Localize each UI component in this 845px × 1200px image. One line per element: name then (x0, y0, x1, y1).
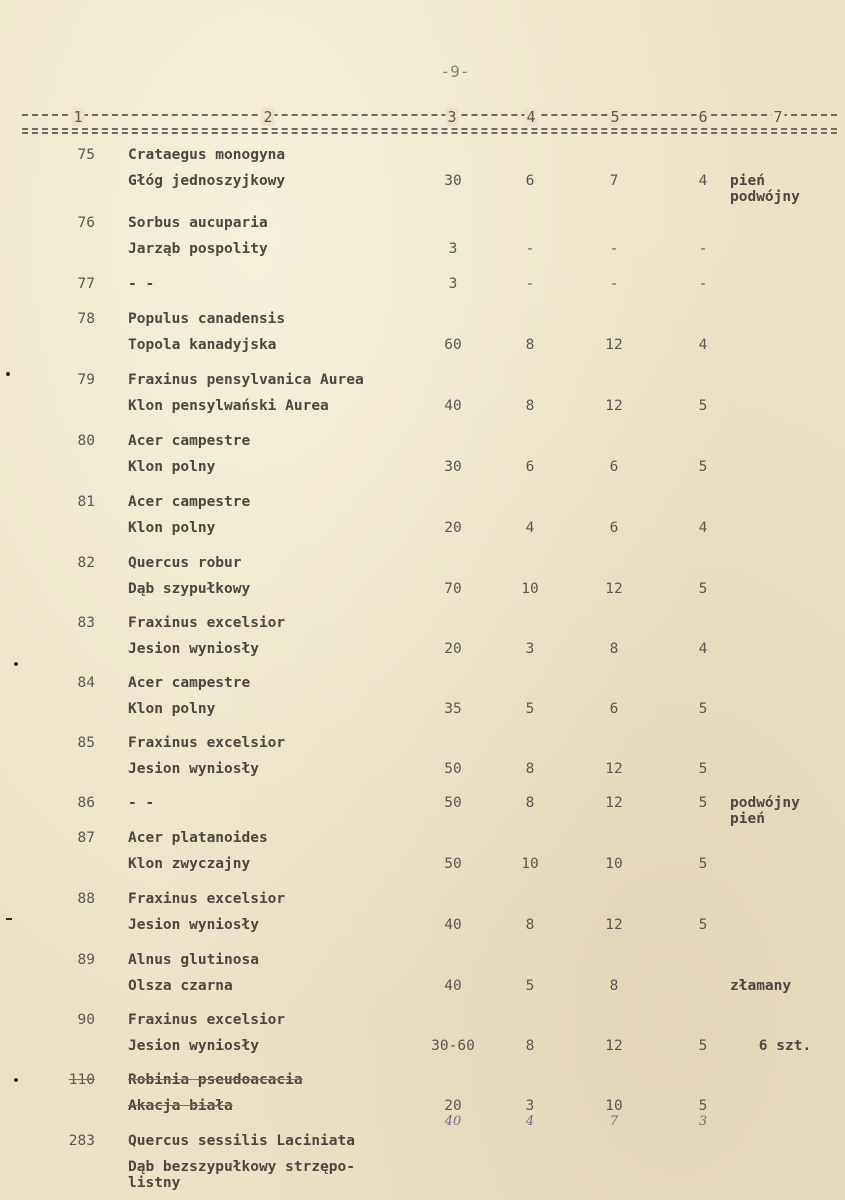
col6-value: 5 (698, 1098, 708, 1114)
col5-value: 7 (609, 173, 619, 189)
col5-value: 12 (605, 398, 623, 414)
col6-value: 4 (698, 641, 708, 657)
col3-value: 40 (444, 398, 462, 414)
polish-name: Jesion wyniosły (128, 1038, 259, 1054)
col6-value: 5 (698, 795, 708, 811)
column-header-7: 7 (773, 108, 783, 126)
row-number: 84 (77, 675, 95, 691)
polish-name: Klon pensylwański Aurea (128, 398, 329, 414)
latin-name: Crataegus monogyna (128, 147, 286, 163)
col4-value: 8 (525, 1038, 535, 1054)
col3-value: 50 (444, 856, 462, 872)
col4-value: 5 (525, 701, 535, 717)
row-number: 82 (77, 555, 95, 571)
table-row (0, 675, 845, 731)
latin-name: Fraxinus pensylvanica Aurea (128, 372, 364, 388)
column-header-4: 4 (526, 108, 536, 126)
latin-name: Acer campestre (128, 675, 251, 691)
table-row (0, 372, 845, 428)
table-row (0, 555, 845, 611)
col6-value: 4 (698, 173, 708, 189)
row-number: 75 (77, 147, 95, 163)
latin-name: Sorbus aucuparia (128, 215, 268, 231)
table-row (0, 952, 845, 1008)
row-number: 76 (77, 215, 95, 231)
col3-value: 60 (444, 337, 462, 353)
remark: złamany (730, 978, 792, 994)
col4-value: 8 (525, 917, 535, 933)
table-row (0, 311, 845, 367)
table-row (0, 215, 845, 271)
col5-value: 6 (609, 520, 619, 536)
table-row (0, 433, 845, 489)
col5-value: 6 (609, 701, 619, 717)
row-number: 110 (68, 1072, 95, 1088)
col6-value: 5 (698, 761, 708, 777)
table-row (0, 615, 845, 671)
col4-value: 3 (525, 1098, 535, 1114)
ink-mark (6, 918, 12, 920)
remark: 6 szt. (758, 1038, 812, 1054)
table-row (0, 1012, 845, 1068)
ink-mark (6, 372, 10, 376)
column-header-3: 3 (447, 108, 457, 126)
col6-value: 4 (698, 520, 708, 536)
polish-name: Jesion wyniosły (128, 761, 259, 777)
col3-value: 3 (448, 241, 458, 257)
remark: podwójny pień (730, 795, 800, 827)
ink-mark (14, 662, 18, 666)
latin-name: Acer platanoides (128, 830, 268, 846)
latin-name: - - (128, 276, 155, 292)
row-number: 80 (77, 433, 95, 449)
col4-value: 3 (525, 641, 535, 657)
table-row (0, 830, 845, 886)
polish-name: Klon polny (128, 459, 216, 475)
latin-name: Quercus sessilis Laciniata (128, 1133, 355, 1149)
header-rule-double-1 (22, 128, 837, 130)
row-number: 87 (77, 830, 95, 846)
col6-value: 5 (698, 856, 708, 872)
polish-name: Dąb szypułkowy (128, 581, 251, 597)
col3-value: 3 (448, 276, 458, 292)
col4-value: 8 (525, 337, 535, 353)
col4-value: 6 (525, 459, 535, 475)
col5-value: 10 (605, 1098, 623, 1114)
polish-name: Dąb bezszypułkowy strzępo- (128, 1159, 355, 1175)
row-number: 83 (77, 615, 95, 631)
col4-value: - (525, 241, 535, 257)
table-row (0, 1072, 845, 1132)
col5-value: 10 (605, 856, 623, 872)
handwritten-col5: 7 (609, 1114, 619, 1129)
col6-value: 5 (698, 581, 708, 597)
row-number: 88 (77, 891, 95, 907)
row-number: 283 (68, 1133, 95, 1149)
col5-value: 12 (605, 1038, 623, 1054)
table-row (0, 735, 845, 791)
row-number: 81 (77, 494, 95, 510)
col4-value: 6 (525, 173, 535, 189)
col3-value: 40 (444, 917, 462, 933)
col4-value: 10 (521, 581, 539, 597)
latin-name: Fraxinus excelsior (128, 735, 286, 751)
column-header-6: 6 (698, 108, 708, 126)
polish-name: Olsza czarna (128, 978, 233, 994)
row-number: 90 (77, 1012, 95, 1028)
col3-value: 30-60 (431, 1038, 475, 1054)
polish-name: Klon polny (128, 520, 216, 536)
col4-value: 8 (525, 761, 535, 777)
col6-value: - (698, 241, 708, 257)
col5-value: 8 (609, 978, 619, 994)
col4-value: 5 (525, 978, 535, 994)
handwritten-col4: 4 (525, 1114, 535, 1129)
col3-value: 50 (444, 761, 462, 777)
col5-value: 12 (605, 581, 623, 597)
col5-value: - (609, 276, 619, 292)
col6-value: 5 (698, 459, 708, 475)
col5-value: 12 (605, 761, 623, 777)
row-number: 77 (77, 276, 95, 292)
col6-value: 5 (698, 701, 708, 717)
header-rule-top (22, 114, 837, 116)
remark: pień podwójny (730, 173, 800, 205)
col4-value: 8 (525, 398, 535, 414)
col3-value: 20 (444, 641, 462, 657)
col5-value: 12 (605, 917, 623, 933)
col3-value: 20 (444, 1098, 462, 1114)
polish-name: Akacja biała (128, 1098, 233, 1114)
row-number: 85 (77, 735, 95, 751)
col4-value: 8 (525, 795, 535, 811)
col6-value: 5 (698, 1038, 708, 1054)
latin-name: Quercus robur (128, 555, 242, 571)
col5-value: 12 (605, 337, 623, 353)
header-rule-double-2 (22, 132, 837, 134)
latin-name: Fraxinus excelsior (128, 1012, 286, 1028)
col6-value: - (698, 276, 708, 292)
polish-name: Klon zwyczajny (128, 856, 251, 872)
latin-name: Populus canadensis (128, 311, 286, 327)
polish-name: Jesion wyniosły (128, 641, 259, 657)
col3-value: 20 (444, 520, 462, 536)
col6-value: 5 (698, 917, 708, 933)
col3-value: 30 (444, 459, 462, 475)
col5-value: 12 (605, 795, 623, 811)
latin-name: Alnus glutinosa (128, 952, 259, 968)
col5-value: 8 (609, 641, 619, 657)
latin-name: Fraxinus excelsior (128, 891, 286, 907)
ink-mark (14, 1078, 18, 1082)
latin-name: Robinia pseudoacacia (128, 1072, 303, 1088)
col5-value: 6 (609, 459, 619, 475)
row-number: 78 (77, 311, 95, 327)
col3-value: 35 (444, 701, 462, 717)
col3-value: 30 (444, 173, 462, 189)
table-row (0, 891, 845, 947)
latin-name: Acer campestre (128, 433, 251, 449)
col4-value: - (525, 276, 535, 292)
row-number: 86 (77, 795, 95, 811)
col6-value: 5 (698, 398, 708, 414)
col3-value: 50 (444, 795, 462, 811)
page-number: -9- (440, 62, 470, 81)
table-row (0, 1133, 845, 1197)
column-header-1: 1 (73, 108, 83, 126)
col3-value: 40 (444, 978, 462, 994)
polish-name-continuation: listny (128, 1175, 181, 1191)
col3-value: 70 (444, 581, 462, 597)
col4-value: 10 (521, 856, 539, 872)
polish-name: Jarząb pospolity (128, 241, 268, 257)
latin-name: - - (128, 795, 155, 811)
handwritten-col3: 40 (444, 1114, 462, 1129)
col6-value: 4 (698, 337, 708, 353)
latin-name: Fraxinus excelsior (128, 615, 286, 631)
polish-name: Głóg jednoszyjkowy (128, 173, 286, 189)
table-row (0, 494, 845, 550)
row-number: 89 (77, 952, 95, 968)
polish-name: Topola kanadyjska (128, 337, 277, 353)
polish-name: Jesion wyniosły (128, 917, 259, 933)
col5-value: - (609, 241, 619, 257)
row-number: 79 (77, 372, 95, 388)
col4-value: 4 (525, 520, 535, 536)
column-header-2: 2 (263, 108, 273, 126)
polish-name: Klon polny (128, 701, 216, 717)
latin-name: Acer campestre (128, 494, 251, 510)
table-row (0, 147, 845, 203)
handwritten-col6: 3 (698, 1114, 708, 1129)
column-header-5: 5 (610, 108, 620, 126)
